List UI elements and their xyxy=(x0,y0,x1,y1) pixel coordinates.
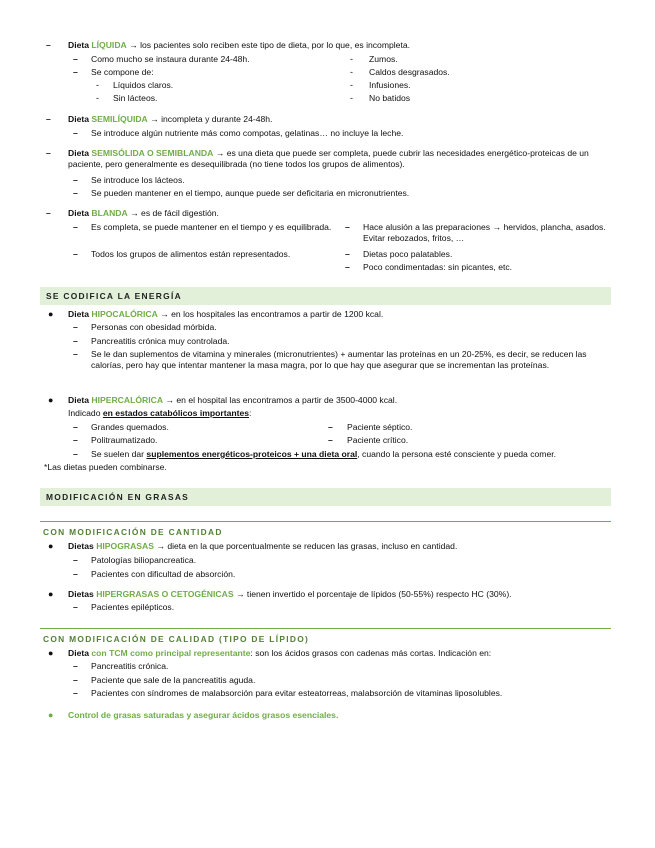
control-grasas-line: Control de grasas saturadas y asegurar ácidos grasos esenciales. xyxy=(68,710,339,720)
lead: Dieta xyxy=(68,648,92,658)
desc: → los pacientes solo reciben este tipo de dieta, por lo que, es incompleta. xyxy=(126,40,411,50)
term-hipograsas: HIPOGRASAS xyxy=(96,541,154,551)
list-item: No batidos xyxy=(369,93,411,103)
list-item: Poco condimentadas: sin picantes, etc. xyxy=(363,262,513,272)
list-item: Patologías biliopancreatica. xyxy=(91,555,197,565)
divider xyxy=(40,628,611,629)
desc: → es de fácil digestión. xyxy=(127,208,219,218)
dash-bullet: – xyxy=(73,688,78,698)
subsection-title-calidad: CON MODIFICACIÓN DE CALIDAD (TIPO DE LÍPIDO) xyxy=(43,634,310,644)
list-item: Como mucho se instaura durante 24-48h. xyxy=(91,54,250,64)
diet-hipograsas-line xyxy=(68,541,457,552)
dash-bullet: – xyxy=(73,188,78,198)
diet-liquida-line xyxy=(68,40,410,51)
list-item: Infusiones. xyxy=(369,80,411,90)
desc: → en los hospitales las encontramos a partir de 1200 kcal. xyxy=(157,309,384,319)
diet-hipergrasas-line xyxy=(68,589,512,600)
term-semiliquida: SEMILÍQUIDA xyxy=(91,114,148,124)
dash-bullet: – xyxy=(73,569,78,579)
dash-bullet: – xyxy=(73,435,78,445)
list-item: Paciente crítico. xyxy=(347,435,409,445)
emphasis: suplementos energéticos-proteicos + una dieta oral xyxy=(146,449,358,459)
desc: → incompleta y durante 24-48h. xyxy=(147,114,273,124)
lead: Dieta xyxy=(68,148,92,158)
section-title: MODIFICACIÓN EN GRASAS xyxy=(46,492,190,502)
bullet-dot: ● xyxy=(48,648,54,658)
term-hipocalorica: HIPOCALÓRICA xyxy=(91,309,158,319)
term-tcm: con TCM como principal representante xyxy=(91,648,251,658)
dash-bullet: – xyxy=(46,148,51,158)
section-header-energia xyxy=(40,287,611,305)
list-item: Pacientes con dificultad de absorción. xyxy=(91,569,236,579)
lead: Dieta xyxy=(68,395,92,405)
desc: → en el hospital las encontramos a partir de 3500-4000 kcal. xyxy=(163,395,398,405)
list-item: Zumos. xyxy=(369,54,398,64)
dash-bullet: – xyxy=(46,114,51,124)
diet-blanda-line xyxy=(68,208,219,219)
bullet-dot: ● xyxy=(48,541,54,551)
list-item: Politraumatizado. xyxy=(91,435,158,445)
term-hipergrasas: HIPERGRASAS O CETOGÉNICAS xyxy=(96,589,234,599)
dash-bullet: – xyxy=(73,67,78,77)
list-item: Paciente que sale de la pancreatitis aguda. xyxy=(91,675,256,685)
list-item: Es completa, se puede mantener en el tiempo y es equilibrada. xyxy=(91,222,332,232)
dash-bullet: – xyxy=(73,336,78,346)
bullet-dot: ● xyxy=(48,309,54,319)
list-item: Se compone de: xyxy=(91,67,154,77)
list-item xyxy=(91,449,556,460)
lead: Indicado xyxy=(68,408,103,418)
divider xyxy=(40,521,611,522)
dash-bullet: – xyxy=(73,128,78,138)
list-item: Paciente séptico. xyxy=(347,422,413,432)
diet-hipercalorica-line xyxy=(68,395,397,406)
list-item: Pacientes epilépticos. xyxy=(91,602,175,612)
dash-bullet: – xyxy=(73,175,78,185)
section-header-grasas xyxy=(40,488,611,506)
hyphen-bullet: - xyxy=(96,93,99,103)
dash-bullet: – xyxy=(73,661,78,671)
list-item: Se le dan suplementos de vitamina y minerales (micronutrientes) + aumentar las proteínas en un 20-25%, es decir, se reducen las calorías, pero hay que intentar mantener la masa magra, por lo que hay que asegurar que se incrementan las proteínas. xyxy=(91,349,587,370)
dash-bullet: – xyxy=(328,422,333,432)
dash-bullet: – xyxy=(345,262,350,272)
dash-bullet: – xyxy=(73,322,78,332)
list-item: Personas con obesidad mórbida. xyxy=(91,322,217,332)
dash-bullet: – xyxy=(73,222,78,232)
hyphen-bullet: - xyxy=(96,80,99,90)
term-blanda: BLANDA xyxy=(91,208,128,218)
desc: → es una dieta que puede ser completa, puede cubrir las necesidades energético-proteicas de un paciente, pero generalmente es desequilibrada (no tiene todos los grupos de alimentos). xyxy=(68,148,589,169)
bullet-dot: ● xyxy=(48,589,54,599)
list-item: Se pueden mantener en el tiempo, aunque puede ser deficitaria en micronutrientes. xyxy=(91,188,410,198)
list-item: Caldos desgrasados. xyxy=(369,67,450,77)
term-liquida: LÍQUIDA xyxy=(91,40,127,50)
lead: Dieta xyxy=(68,309,92,319)
dash-bullet: – xyxy=(73,422,78,432)
list-item: Pancreatitis crónica. xyxy=(91,661,169,671)
list-item: Se introduce los lácteos. xyxy=(91,175,185,185)
indicado-line xyxy=(68,408,251,419)
list-item: Pancreatitis crónica muy controlada. xyxy=(91,336,230,346)
text: , cuando la persona esté consciente y pueda comer. xyxy=(357,449,557,459)
hyphen-bullet: - xyxy=(350,54,353,64)
list-item: Sin lácteos. xyxy=(113,93,158,103)
lead: Dieta xyxy=(68,114,92,124)
dash-bullet: – xyxy=(46,40,51,50)
dash-bullet: – xyxy=(46,208,51,218)
lead: Dietas xyxy=(68,541,97,551)
bullet-dot: ● xyxy=(48,710,54,720)
diet-hipocalorica-line xyxy=(68,309,383,320)
dash-bullet: – xyxy=(345,222,350,232)
list-item: Pacientes con síndromes de malabsorción para evitar esteatorreas, malabsorción de vitaminas liposolubles. xyxy=(91,688,503,698)
emphasis: en estados catabólicos importantes xyxy=(102,408,250,418)
lead: Dietas xyxy=(68,589,97,599)
colon: : xyxy=(249,408,252,418)
dash-bullet: – xyxy=(73,675,78,685)
dash-bullet: – xyxy=(73,249,78,259)
list-item: Todos los grupos de alimentos están representados. xyxy=(91,249,291,259)
section-title: SE CODIFICA LA ENERGÍA xyxy=(46,291,182,301)
diet-tcm-line xyxy=(68,648,491,659)
desc: → tienen invertido el porcentaje de lípidos (50-55%) respecto HC (30%). xyxy=(233,589,512,599)
term-hipercalorica: HIPERCALÓRICA xyxy=(91,395,164,405)
list-item: Líquidos claros. xyxy=(113,80,174,90)
dash-bullet: – xyxy=(328,435,333,445)
list-item: Hace alusión a las preparaciones → hervidos, plancha, asados. Evitar rebozados, fritos, … xyxy=(363,222,606,243)
dash-bullet: – xyxy=(73,54,78,64)
lead: Dieta xyxy=(68,208,92,218)
dash-bullet: – xyxy=(73,449,78,459)
dash-bullet: – xyxy=(73,349,78,359)
hyphen-bullet: - xyxy=(350,67,353,77)
hyphen-bullet: - xyxy=(350,93,353,103)
list-item: Grandes quemados. xyxy=(91,422,169,432)
desc: : son los ácidos grasos con cadenas más cortas. Indicación en: xyxy=(250,648,492,658)
diet-semisolida-para xyxy=(68,148,603,170)
dash-bullet: – xyxy=(73,602,78,612)
hyphen-bullet: - xyxy=(350,80,353,90)
list-item: Se introduce algún nutriente más como compotas, gelatinas… no incluye la leche. xyxy=(91,128,404,138)
list-item: Dietas poco palatables. xyxy=(363,249,453,259)
lead: Dieta xyxy=(68,40,92,50)
term-semisolida: SEMISÓLIDA O SEMIBLANDA xyxy=(91,148,214,158)
desc: → dieta en la que porcentualmente se reducen las grasas, incluso en cantidad. xyxy=(153,541,458,551)
text: Se suelen dar xyxy=(91,449,147,459)
dash-bullet: – xyxy=(73,555,78,565)
footnote: *Las dietas pueden combinarse. xyxy=(44,462,167,472)
dash-bullet: – xyxy=(345,249,350,259)
subsection-title-cantidad: CON MODIFICACIÓN DE CANTIDAD xyxy=(43,527,223,537)
diet-semiliquida-line xyxy=(68,114,272,125)
bullet-dot: ● xyxy=(48,395,54,405)
